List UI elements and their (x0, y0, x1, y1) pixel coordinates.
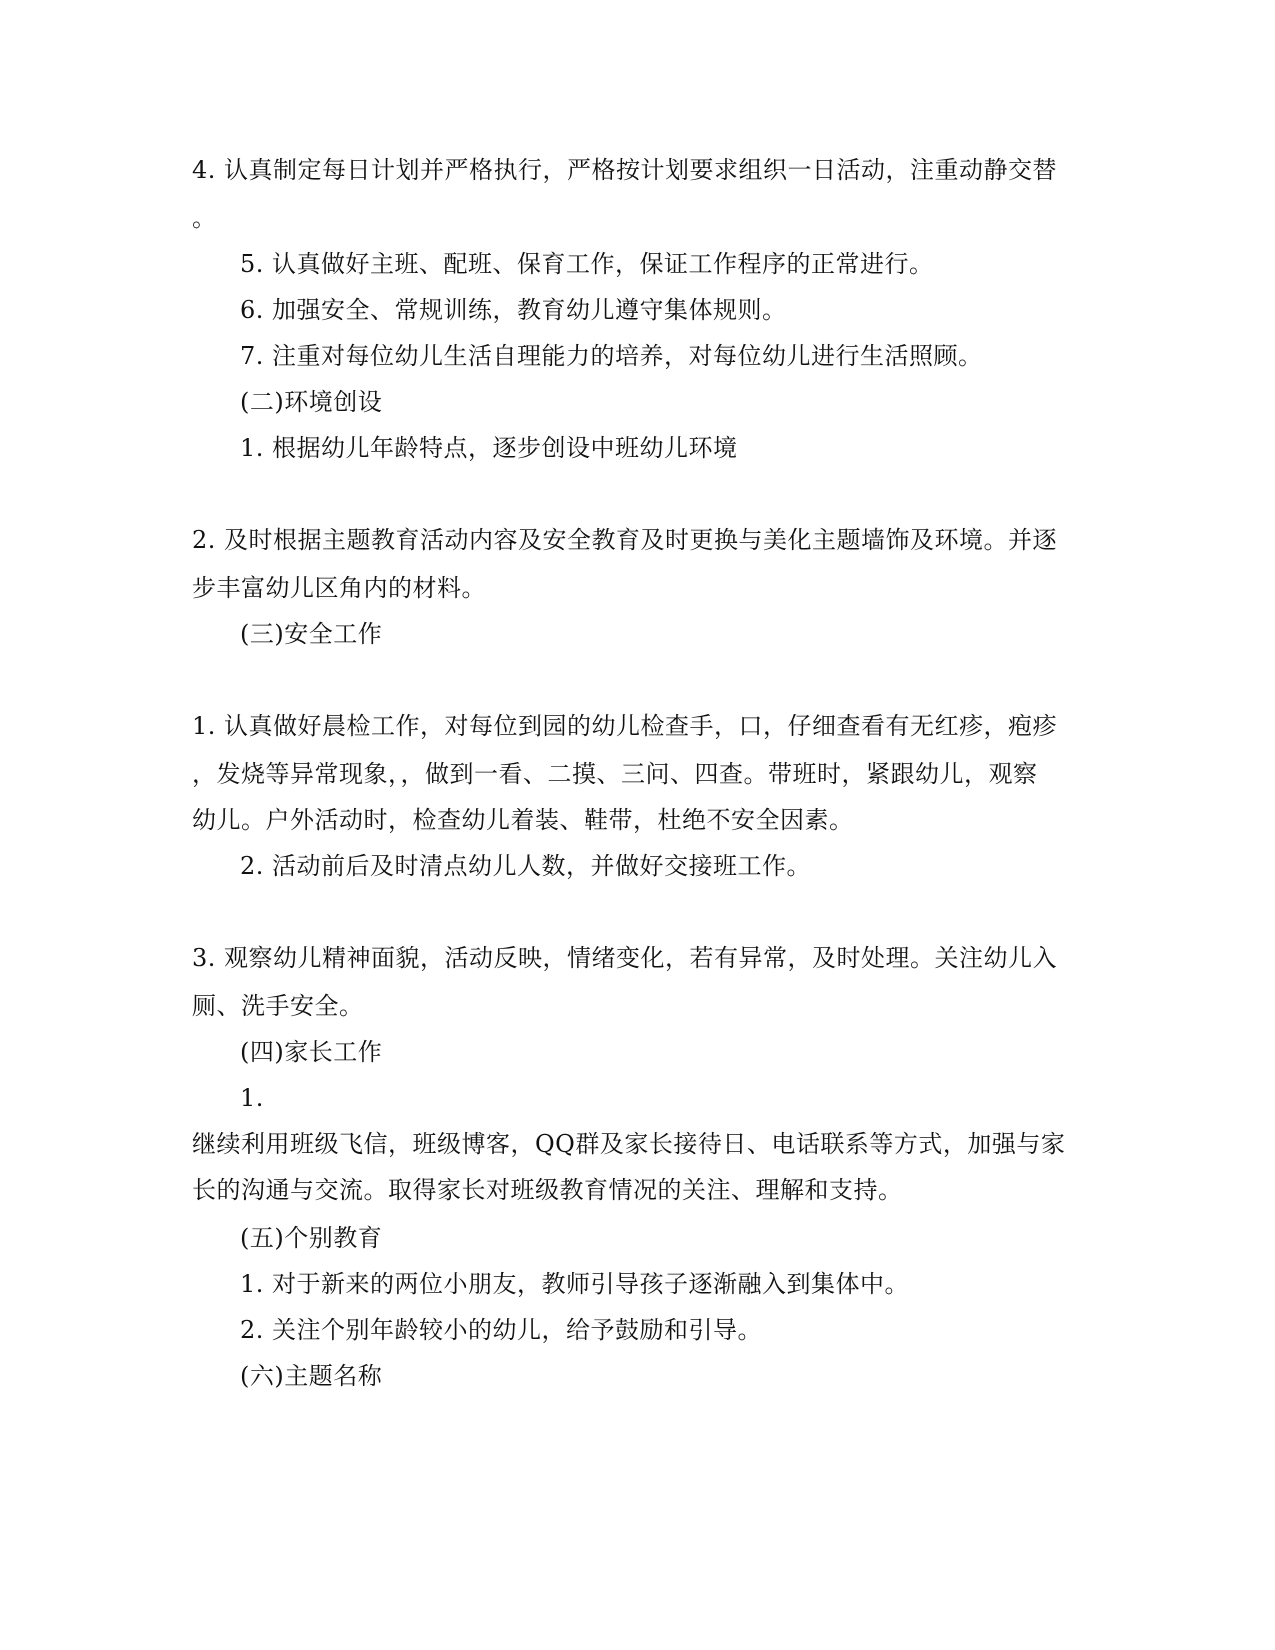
section-heading: (二)环境创设 (240, 388, 383, 416)
text-line: 继续利用班级飞信，班级博客，QQ群及家长接待日、电话联系等方式，加强与家 (192, 1130, 1066, 1158)
text-line: 2. 活动前后及时清点幼儿人数，并做好交接班工作。 (240, 852, 812, 880)
text-line: 7. 注重对每位幼儿生活自理能力的培养，对每位幼儿进行生活照顾。 (240, 342, 983, 370)
section-heading: (四)家长工作 (240, 1038, 383, 1066)
text-line: 1. 根据幼儿年龄特点，逐步创设中班幼儿环境 (240, 434, 738, 462)
text-line: ，发烧等异常现象，，做到一看、二摸、三问、四查。带班时，紧跟幼儿，观察 (192, 760, 1038, 788)
text-line: 1. 认真做好晨检工作，对每位到园的幼儿检查手，口，仔细查看有无红疹，疱疹 (192, 712, 1058, 740)
text-line: 4. 认真制定每日计划并严格执行，严格按计划要求组织一日活动，注重动静交替 (192, 156, 1058, 184)
text-line: 厕、洗手安全。 (192, 992, 364, 1020)
text-line: 2. 及时根据主题教育活动内容及安全教育及时更换与美化主题墙饰及环境。并逐 (192, 526, 1058, 554)
text-line: 2. 关注个别年龄较小的幼儿，给予鼓励和引导。 (240, 1316, 763, 1344)
text-line: 幼儿。户外活动时，检查幼儿着装、鞋带，杜绝不安全因素。 (192, 806, 854, 834)
text-line: 。 (192, 204, 217, 232)
section-heading: (五)个别教育 (240, 1224, 383, 1252)
text-line: 5. 认真做好主班、配班、保育工作，保证工作程序的正常进行。 (240, 250, 934, 278)
section-heading: (六)主题名称 (240, 1362, 383, 1390)
text-line: 1. (240, 1084, 264, 1112)
text-line: 6. 加强安全、常规训练，教育幼儿遵守集体规则。 (240, 296, 787, 324)
text-line: 3. 观察幼儿精神面貌，活动反映，情绪变化，若有异常，及时处理。关注幼儿入 (192, 944, 1058, 972)
section-heading: (三)安全工作 (240, 620, 383, 648)
text-line: 步丰富幼儿区角内的材料。 (192, 574, 486, 602)
text-line: 长的沟通与交流。取得家长对班级教育情况的关注、理解和支持。 (192, 1176, 903, 1204)
text-line: 1. 对于新来的两位小朋友，教师引导孩子逐渐融入到集体中。 (240, 1270, 910, 1298)
